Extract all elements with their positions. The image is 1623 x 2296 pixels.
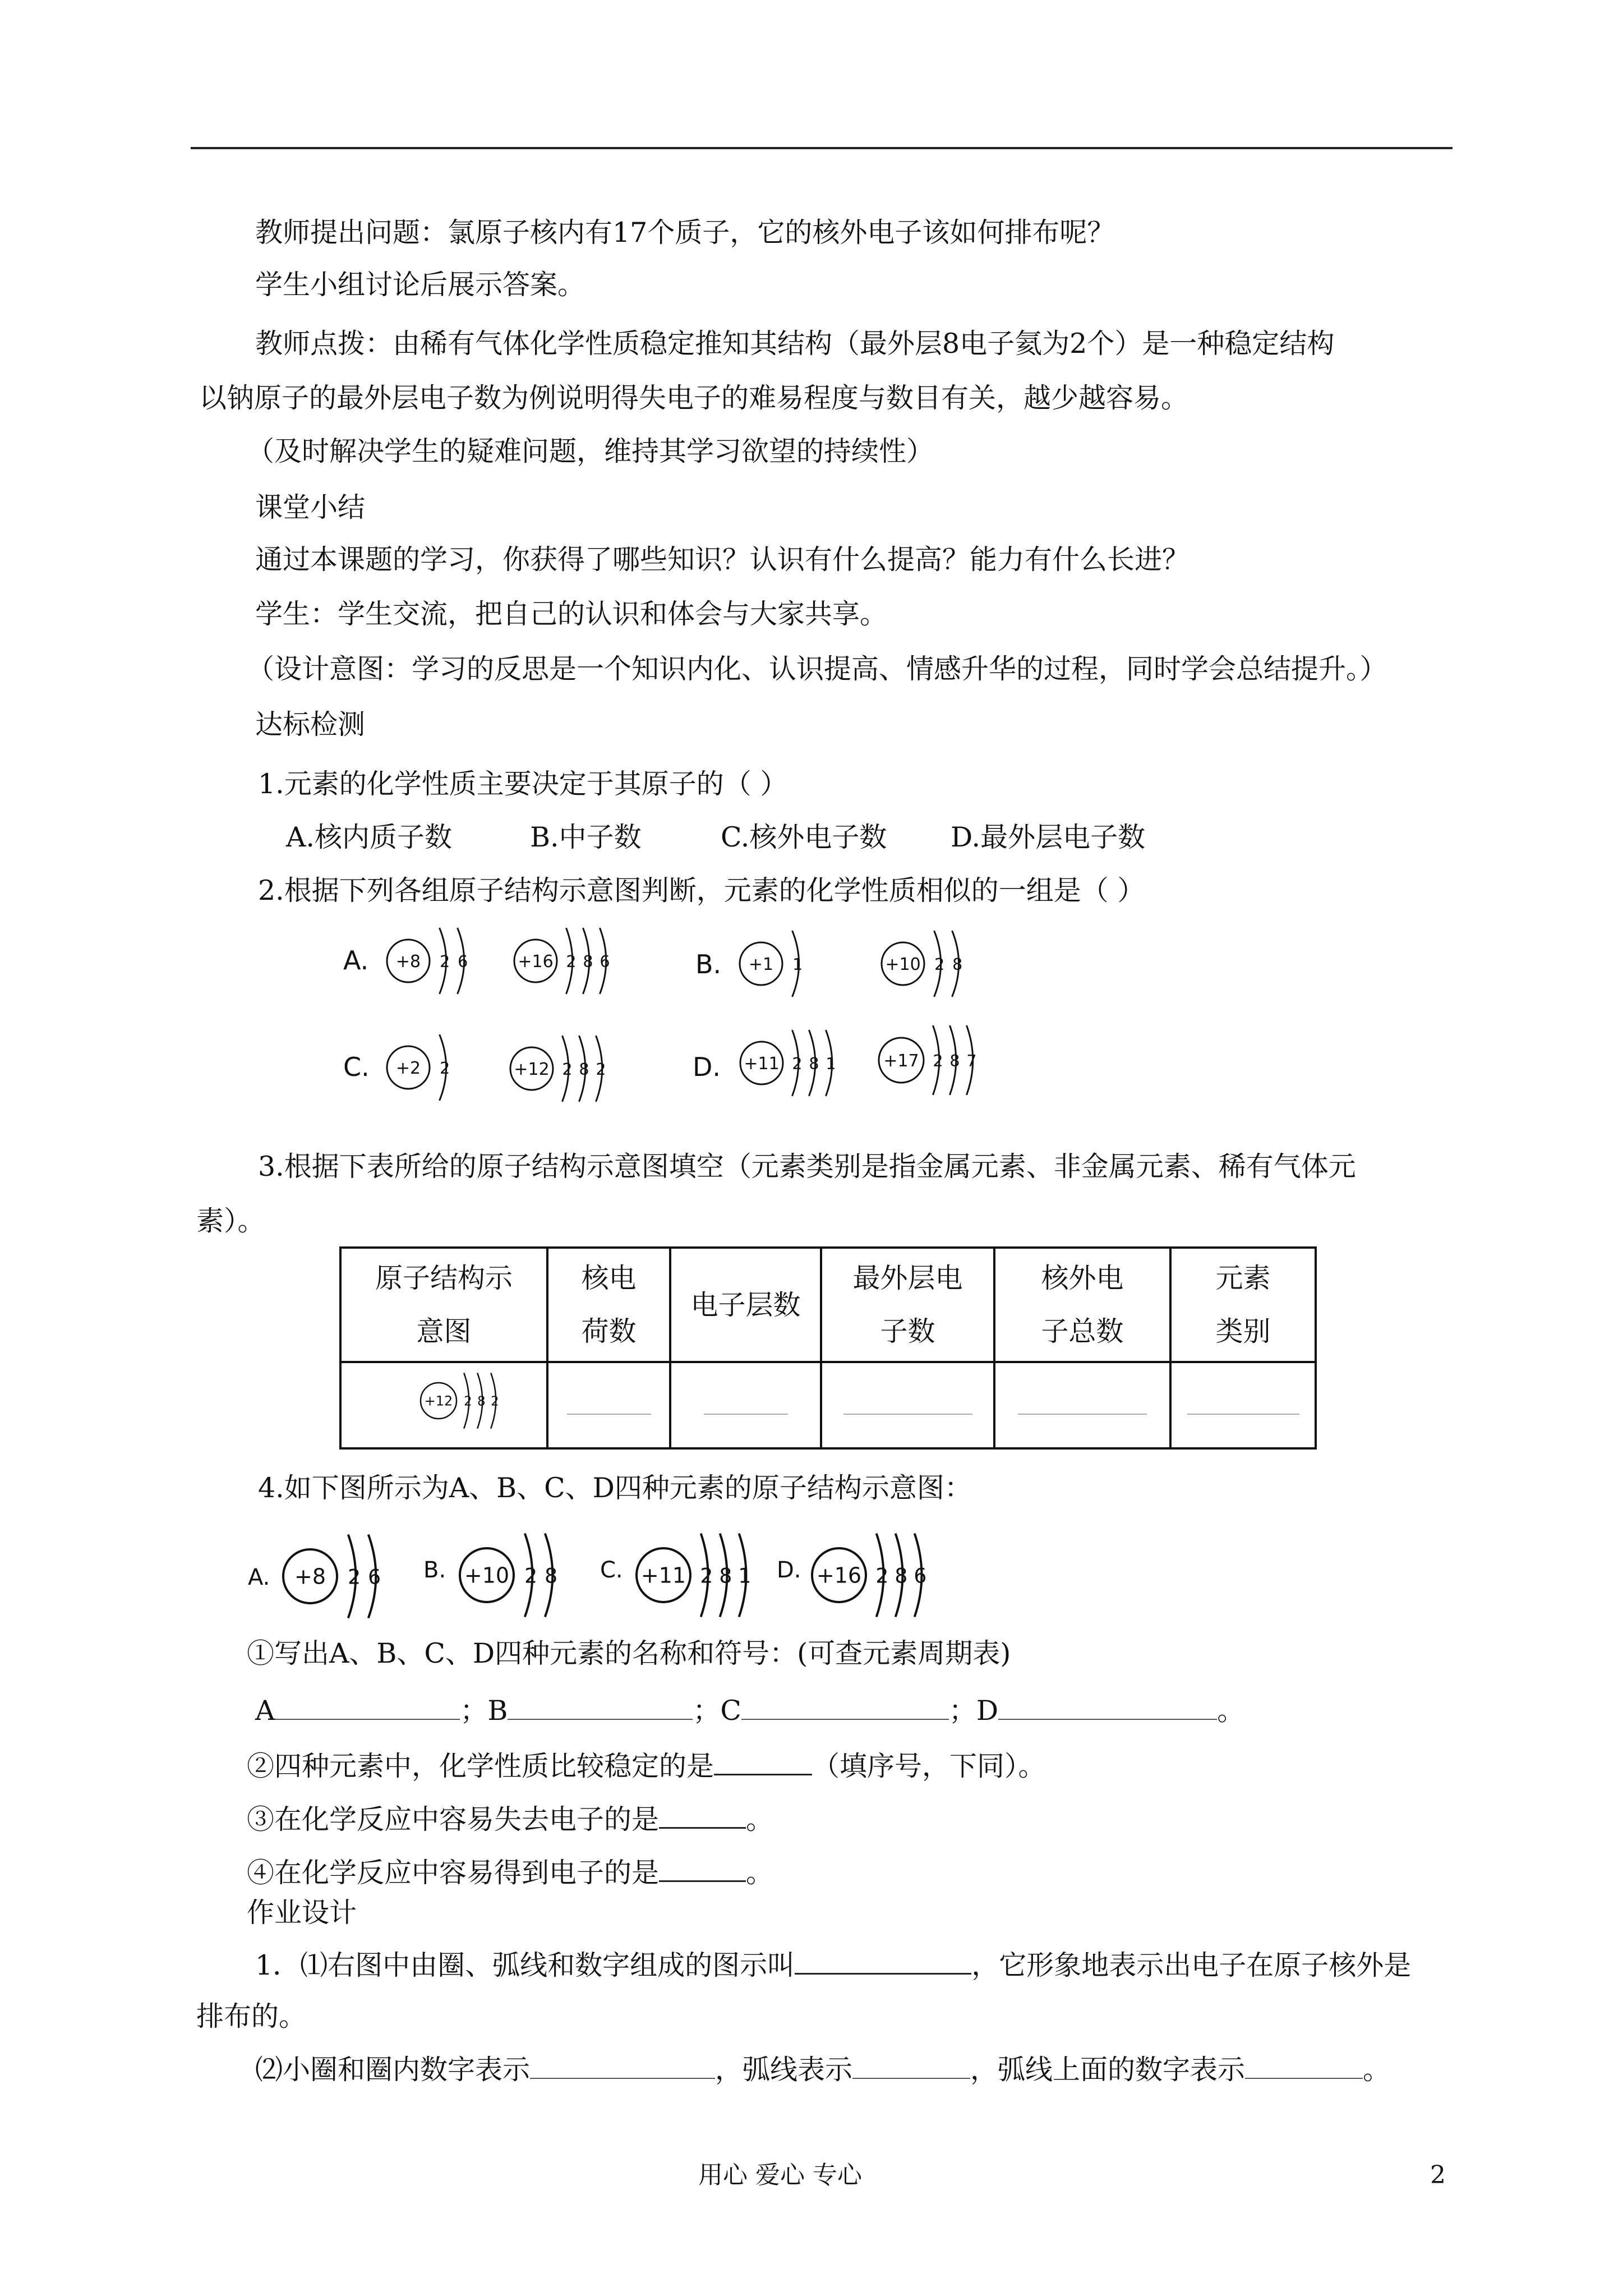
shell-electron-count: 1 [826, 1054, 836, 1073]
question-3: 3.根据下表所给的原子结构示意图填空（元素类别是指金属元素、非金属元素、稀有气体元 [258, 1151, 1356, 1182]
atom-diagram [460, 1534, 557, 1617]
option-b: B.中子数 [530, 821, 642, 853]
nucleus-label: +16 [518, 951, 554, 972]
table-header: 最外层电子数 [821, 1248, 994, 1362]
atom-diagram [637, 1534, 751, 1617]
atom-diagram [882, 931, 962, 997]
shell-electron-count: 8 [477, 1394, 486, 1409]
question-4-4: ④在化学反应中容易得到电子的是 。 [247, 1857, 774, 1889]
option-label: B. [695, 949, 722, 979]
nucleus-label: +8 [294, 1564, 326, 1589]
table-header: 原子结构示意图 [340, 1248, 547, 1362]
option-d: D.最外层电子数 [951, 821, 1146, 853]
question-1: 1.元素的化学性质主要决定于其原子的（ ） [258, 768, 788, 800]
atom-diagram [812, 1534, 926, 1617]
atom-diagram [421, 1373, 499, 1428]
question-4-1: ①写出A、B、C、D四种元素的名称和符号：(可查元素周期表) [247, 1637, 1011, 1669]
atom-diagram [514, 928, 610, 994]
shell-electron-count: 8 [719, 1564, 732, 1588]
option-label: C. [343, 1052, 370, 1082]
option-label: A. [343, 945, 369, 976]
shell-electron-count: 2 [562, 1060, 573, 1079]
table-header: 元素类别 [1170, 1248, 1316, 1362]
atom-diagram [740, 931, 803, 997]
question-4-1-answers: A ；B ；C ；D 。 [255, 1695, 1245, 1727]
shell-electron-count: 2 [792, 1054, 803, 1073]
homework-2: ⑵小圈和圈内数字表示 ，弧线表示 ，弧线上面的数字表示 。 [255, 2054, 1391, 2086]
shell-electron-count: 2 [440, 1059, 450, 1078]
section-heading: 达标检测 [255, 708, 366, 740]
shell-electron-count: 2 [934, 955, 945, 974]
question-4-3: ③在化学反应中容易失去电子的是 。 [247, 1803, 774, 1835]
table-header: 电子层数 [670, 1248, 821, 1362]
shell-electron-count: 8 [583, 952, 593, 971]
shell-electron-count: 2 [875, 1564, 889, 1588]
text-line: 以钠原子的最外层电子数为例说明得失电子的难易程度与数目有关，越少越容易。 [199, 382, 1189, 414]
shell-electron-count: 2 [440, 952, 450, 971]
option-c: C.核外电子数 [721, 821, 887, 853]
nucleus-label: +12 [514, 1059, 550, 1079]
text-line: 教师提出问题：氯原子核内有17个质子，它的核外电子该如何排布呢？ [255, 217, 1115, 249]
option-label: A. [248, 1565, 270, 1590]
shell-electron-count: 8 [952, 955, 963, 974]
shell-electron-count: 8 [579, 1060, 589, 1079]
atom-diagram [283, 1535, 381, 1618]
shell-electron-count: 2 [700, 1564, 713, 1588]
text-line: 教师点拨：由稀有气体化学性质稳定推知其结构（最外层8电子氦为2个）是一种稳定结构 [255, 328, 1335, 360]
nucleus-label: +11 [640, 1563, 686, 1588]
table-header: 核外电子总数 [994, 1248, 1170, 1362]
nucleus-label: +11 [744, 1053, 780, 1074]
shell-electron-count: 2 [566, 952, 577, 971]
option-label: D. [777, 1557, 801, 1583]
shell-electron-count: 1 [738, 1564, 751, 1588]
shell-electron-count: 1 [792, 955, 803, 974]
shell-electron-count: 8 [809, 1054, 819, 1073]
shell-electron-count: 2 [464, 1394, 472, 1409]
question-2: 2.根据下列各组原子结构示意图判断，元素的化学性质相似的一组是（ ） [258, 875, 1145, 907]
text-line: （设计意图：学习的反思是一个知识内化、认识提高、情感升华的过程，同时学会总结提升。） [247, 653, 1387, 685]
option-a: A.核内质子数 [286, 821, 452, 853]
section-heading: 课堂小结 [255, 491, 366, 523]
shell-electron-count: 2 [596, 1060, 606, 1079]
atom-diagram [387, 928, 468, 994]
shell-electron-count: 6 [368, 1565, 381, 1589]
homework-1: 1．⑴右图中由圈、弧线和数字组成的图示叫 ，它形象地表示出电子在原子核外是 [255, 1949, 1412, 1981]
table-header: 核电荷数 [547, 1248, 670, 1362]
nucleus-label: +2 [395, 1058, 421, 1078]
text-line: 学生：学生交流，把自己的认识和体会与大家共享。 [255, 598, 888, 630]
nucleus-label: +16 [816, 1563, 862, 1588]
nucleus-label: +17 [883, 1051, 919, 1071]
homework-1-cont: 排布的。 [196, 2000, 307, 2032]
shell-electron-count: 6 [600, 952, 610, 971]
atom-diagram [740, 1030, 836, 1096]
shell-electron-count: 2 [933, 1051, 943, 1070]
section-heading: 作业设计 [247, 1897, 357, 1929]
page-number: 2 [1430, 2161, 1446, 2189]
option-label: D. [693, 1052, 721, 1082]
atom-diagram [387, 1034, 450, 1101]
shell-electron-count: 2 [348, 1565, 361, 1589]
text-line: 通过本课题的学习，你获得了哪些知识？认识有什么提高？能力有什么长进？ [255, 544, 1190, 576]
atom-diagram [510, 1036, 606, 1102]
shell-electron-count: 8 [895, 1564, 908, 1588]
nucleus-label: +12 [424, 1393, 453, 1409]
text-line: （及时解决学生的疑难问题，维持其学习欲望的持续性） [247, 435, 934, 467]
nucleus-label: +1 [748, 954, 774, 974]
nucleus-label: +8 [395, 951, 421, 972]
nucleus-label: +10 [464, 1563, 510, 1588]
option-label: C. [600, 1557, 623, 1583]
text-line: 学生小组讨论后展示答案。 [255, 269, 585, 301]
question-4: 4.如下图所示为A、B、C、D四种元素的原子结构示意图： [258, 1472, 972, 1504]
shell-electron-count: 8 [545, 1564, 558, 1588]
option-label: B. [423, 1557, 446, 1583]
question-3-cont: 素）。 [196, 1205, 265, 1237]
shell-electron-count: 8 [949, 1051, 960, 1070]
shell-electron-count: 6 [914, 1564, 927, 1588]
atom-diagram [879, 1025, 977, 1095]
shell-electron-count: 7 [966, 1051, 977, 1070]
shell-electron-count: 2 [491, 1394, 499, 1409]
shell-electron-count: 2 [524, 1564, 538, 1588]
nucleus-label: +10 [885, 954, 921, 974]
question-4-2: ②四种元素中，化学性质比较稳定的是 （填序号，下同）。 [247, 1750, 1046, 1782]
footer-motto: 用心 爱心 专心 [698, 2161, 862, 2189]
shell-electron-count: 6 [458, 952, 468, 971]
